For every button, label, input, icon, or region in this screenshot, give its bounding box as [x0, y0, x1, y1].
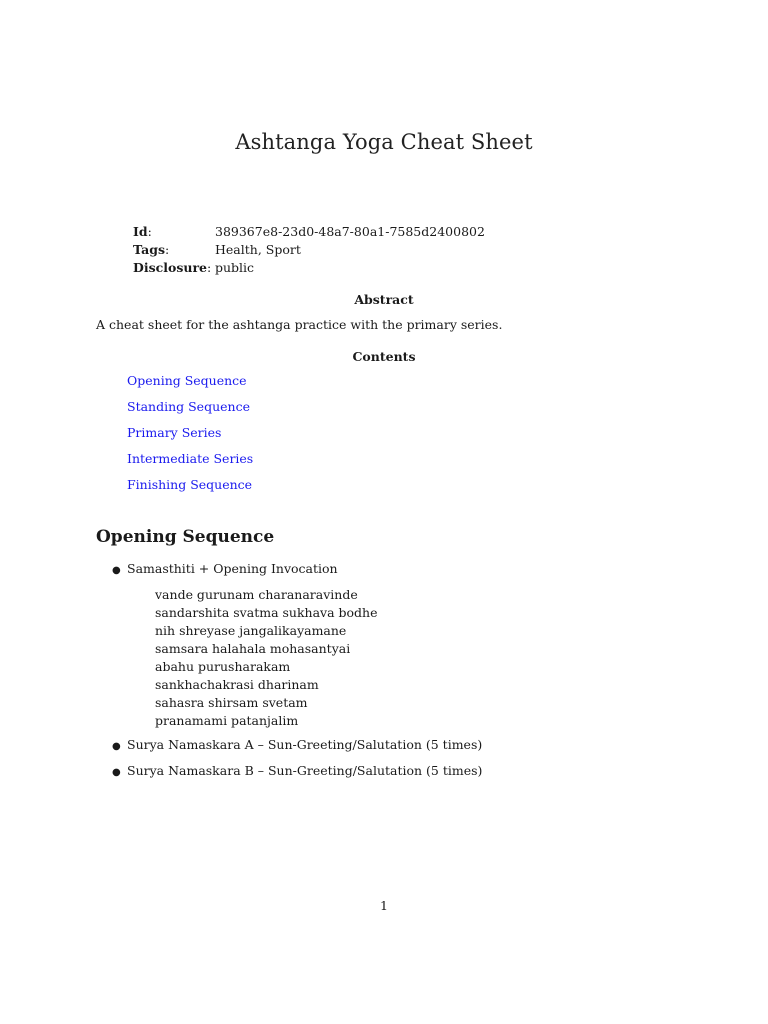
abstract-heading: Abstract	[354, 292, 414, 307]
contents-heading: Contents	[352, 349, 416, 364]
meta-row-tags: Tags: Health, Sport	[133, 242, 301, 257]
verse-line: vande gurunam charanaravinde	[155, 587, 358, 602]
toc-item	[127, 477, 253, 503]
meta-value-disclosure: public	[215, 260, 255, 275]
verse-line: sandarshita svatma sukhava bodhe	[155, 605, 378, 620]
document-title: Ashtanga Yoga Cheat Sheet	[235, 130, 533, 154]
verse-line: nih shreyase jangalikayamane	[155, 623, 347, 638]
meta-key-id: Id	[133, 224, 148, 239]
list-item-text: Samasthiti + Opening Invocation	[127, 561, 338, 576]
meta-value-id: 389367e8-23d0-48a7-80a1-7585d2400802	[215, 224, 485, 239]
list-item-text: Surya Namaskara A – Sun-Greeting/Salutation (5 times)	[127, 737, 483, 752]
bullet-icon: ●	[112, 767, 121, 778]
abstract-text: A cheat sheet for the ashtanga practice with the primary series.	[96, 317, 503, 332]
meta-row-disclosure: Disclosure: public	[133, 260, 255, 275]
verse-line: abahu purusharakam	[155, 659, 291, 674]
meta-value-tags: Health, Sport	[215, 242, 301, 257]
invocation-verse	[155, 586, 378, 730]
meta-row-id: Id: 389367e8-23d0-48a7-80a1-7585d2400802	[133, 224, 485, 239]
metadata-block	[133, 223, 485, 277]
toc-item	[127, 425, 253, 451]
toc-link-finishing-sequence[interactable]: Finishing Sequence	[127, 477, 253, 492]
page-number: 1	[380, 898, 388, 913]
verse-line: sankhachakrasi dharinam	[155, 677, 319, 692]
verse-line: pranamami patanjalim	[155, 713, 299, 728]
list-item-text: Surya Namaskara B – Sun-Greeting/Salutation (5 times)	[127, 763, 483, 778]
table-of-contents	[127, 373, 253, 503]
toc-link-opening-sequence[interactable]: Opening Sequence	[127, 373, 247, 388]
toc-link-standing-sequence[interactable]: Standing Sequence	[127, 399, 250, 414]
toc-item	[127, 399, 253, 425]
list-item	[112, 737, 482, 752]
bullet-icon: ●	[112, 565, 121, 576]
verse-line: samsara halahala mohasantyai	[155, 641, 351, 656]
section-title-opening-sequence: Opening Sequence	[96, 527, 275, 547]
toc-item	[127, 373, 253, 399]
meta-key-tags: Tags	[133, 242, 165, 257]
verse-line: sahasra shirsam svetam	[155, 695, 308, 710]
toc-item	[127, 451, 253, 477]
list-item	[112, 763, 482, 778]
list-item	[112, 561, 338, 576]
toc-link-primary-series[interactable]: Primary Series	[127, 425, 222, 440]
bullet-icon: ●	[112, 741, 121, 752]
toc-link-intermediate-series[interactable]: Intermediate Series	[127, 451, 254, 466]
meta-key-disclosure: Disclosure	[133, 260, 207, 275]
